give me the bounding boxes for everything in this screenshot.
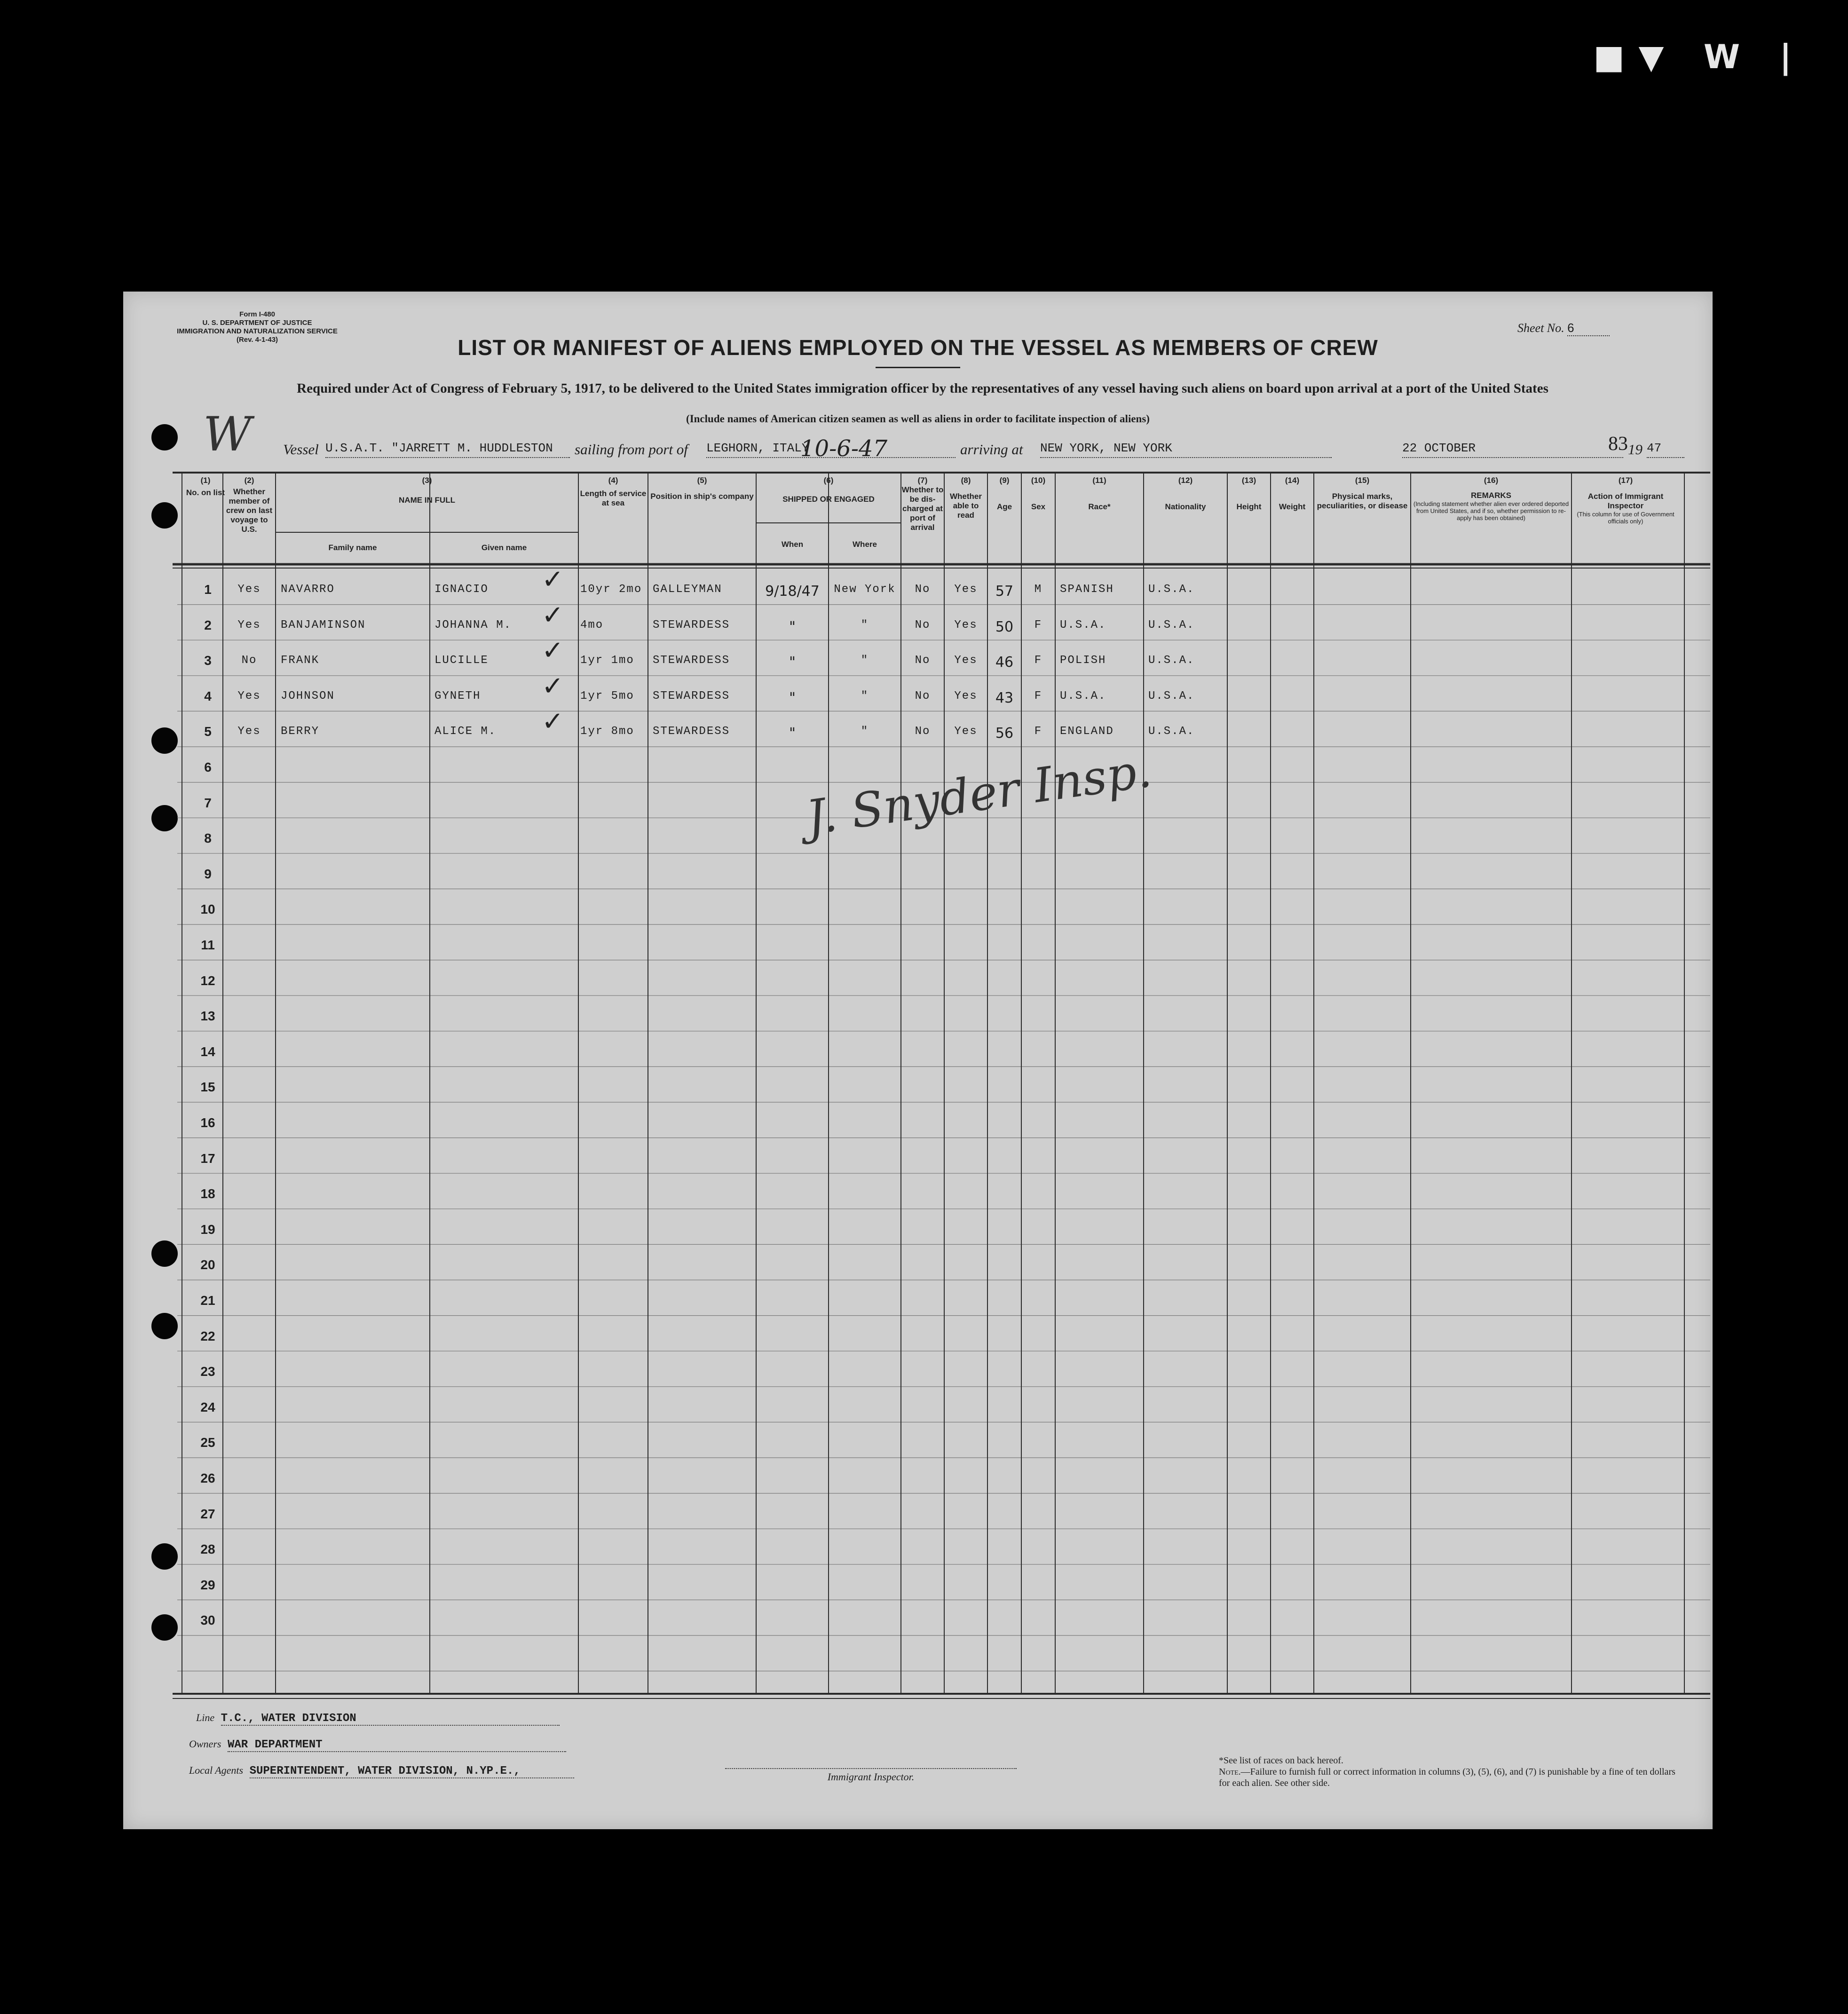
row-number: 18 (200, 1186, 215, 1201)
cell-sex: F (1034, 689, 1042, 703)
row-number: 23 (200, 1364, 215, 1379)
cell-race: ENGLAND (1060, 725, 1114, 738)
col-header-10: (10) Sex (1031, 476, 1046, 511)
col-header-3: (3) NAME IN FULL (399, 476, 455, 505)
cell-race: SPANISH (1060, 583, 1114, 596)
cell-family: FRANK (281, 654, 320, 667)
cell-when: 9/18/47 (765, 583, 820, 600)
cell-where: " (861, 725, 869, 738)
row-number: 26 (200, 1471, 215, 1485)
footer-owners (189, 1738, 566, 1752)
cell-discharged: No (915, 618, 931, 632)
col-header-2: (2) Whether member of crew on last voyage to U.S. (226, 476, 273, 534)
col-header-11: (11) Race* (1088, 476, 1111, 511)
cell-nationality: U.S.A. (1148, 583, 1195, 596)
cell-position: STEWARDESS (653, 618, 730, 632)
owners-label: Owners (189, 1738, 221, 1750)
checkmark-icon: ✓ (542, 564, 564, 595)
cell-sex: F (1034, 654, 1042, 667)
checkmark-icon: ✓ (542, 706, 564, 737)
row-number: 6 (204, 760, 212, 774)
sheet-number-label: Sheet No. (1517, 321, 1564, 335)
col-header-1: (1) No. on list (186, 476, 225, 497)
cell-given: JOHANNA M. (434, 618, 512, 632)
note-text: —Failure to furnish full or correct information in columns (3), (5), (6), and (7) is punishable by a fine of ten dollars for each alien. See other side. (1219, 1767, 1675, 1788)
vessel-label: Vessel (283, 441, 319, 458)
cell-service: 10yr 2mo (580, 583, 642, 596)
cell-read: Yes (954, 725, 978, 738)
cell-where: " (861, 654, 869, 667)
arrival-year: 47 (1647, 441, 1684, 458)
col-header-14: (14) Weight (1279, 476, 1306, 511)
col-header-where: Where (853, 540, 877, 549)
cell-discharged: No (915, 654, 931, 667)
punch-hole (151, 1614, 178, 1641)
cell-when: " (789, 689, 796, 706)
checkmark-icon: ✓ (542, 671, 564, 702)
row-number: 21 (200, 1293, 215, 1308)
sheet-number (1517, 321, 1610, 336)
checkmark-icon: ✓ (542, 635, 564, 666)
departure-port: LEGHORN, ITALY (706, 441, 956, 458)
cell-discharged: No (915, 583, 931, 596)
cell-age: 43 (995, 689, 1014, 706)
footer-notes (1219, 1755, 1680, 1789)
manifest-sheet (123, 292, 1713, 1829)
cell-age: 46 (995, 654, 1014, 671)
row-number: 7 (204, 795, 212, 810)
row-number: 16 (200, 1115, 215, 1130)
punch-hole (151, 727, 178, 754)
row-number: 25 (200, 1435, 215, 1450)
row-number: 3 (204, 653, 212, 668)
arrival-port: NEW YORK, NEW YORK (1040, 441, 1332, 458)
handwritten-initials: W (203, 407, 252, 462)
cell-prior: Yes (237, 725, 261, 738)
year-prefix: 19 (1628, 441, 1643, 458)
punch-hole (151, 805, 178, 831)
cell-prior: Yes (237, 618, 261, 632)
form-department: U. S. DEPARTMENT OF JUSTICE (202, 319, 312, 327)
vessel-name: U.S.A.T. "JARRETT M. HUDDLESTON (325, 441, 570, 458)
cell-where: New York (834, 583, 896, 596)
col-header-9: (9) Age (996, 476, 1012, 511)
cell-age: 50 (995, 618, 1014, 635)
inspector-signature: J. Snyder Insp. (803, 742, 1155, 845)
cell-when: " (789, 618, 796, 635)
cell-age: 56 (995, 725, 1014, 742)
col-header-6: (6) SHIPPED OR ENGAGED (782, 476, 875, 504)
page-number: 83 (1608, 433, 1628, 455)
cell-read: Yes (954, 654, 978, 667)
cell-family: JOHNSON (281, 689, 335, 703)
row-number: 15 (200, 1080, 215, 1095)
cell-where: " (861, 689, 869, 703)
row-number: 29 (200, 1577, 215, 1592)
cell-service: 1yr 1mo (580, 654, 634, 667)
punch-hole (151, 1543, 178, 1570)
cell-nationality: U.S.A. (1148, 618, 1195, 632)
row-number: 8 (204, 831, 212, 846)
form-number: Form I-480 (239, 310, 275, 318)
cell-age: 57 (995, 583, 1014, 600)
cell-family: BERRY (281, 725, 320, 738)
punch-hole (151, 502, 178, 529)
col-header-7: (7) Whether to be dis-charged at port of arrival (901, 476, 944, 532)
cell-when: " (789, 725, 796, 742)
agents-label: Local Agents (189, 1764, 244, 1776)
cell-prior: Yes (237, 689, 261, 703)
row-number: 9 (204, 866, 212, 881)
cell-nationality: U.S.A. (1148, 654, 1195, 667)
col-header-4: (4) Length of service at sea (580, 476, 647, 507)
form-revision: (Rev. 4-1-43) (236, 336, 278, 344)
cell-service: 1yr 5mo (580, 689, 634, 703)
row-number: 27 (200, 1506, 215, 1521)
row-number: 14 (200, 1044, 215, 1059)
cell-sex: F (1034, 618, 1042, 632)
cell-prior: Yes (237, 583, 261, 596)
cell-read: Yes (954, 618, 978, 632)
cell-discharged: No (915, 689, 931, 703)
cell-position: STEWARDESS (653, 689, 730, 703)
cell-nationality: U.S.A. (1148, 725, 1195, 738)
note-label: Note. (1219, 1767, 1241, 1777)
row-number: 28 (200, 1542, 215, 1557)
include-note: (Include names of American citizen seamen as well as aliens in order to facilitate inspection of aliens) (686, 413, 1150, 425)
cell-nationality: U.S.A. (1148, 689, 1195, 703)
cell-discharged: No (915, 725, 931, 738)
col-header-16: (16) REMARKS (Including statement whether alien ever ordered deported from United States, and if so, whether permission to re-apply has been obtained) (1413, 476, 1569, 521)
arrival-date: 22 OCTOBER (1402, 441, 1623, 458)
col-header-15: (15) Physical marks, peculiarities, or disease (1317, 476, 1408, 510)
checkmark-icon: ✓ (542, 600, 564, 631)
races-note: *See list of races on back hereof. (1219, 1755, 1343, 1766)
row-number: 20 (200, 1257, 215, 1272)
cell-position: STEWARDESS (653, 654, 730, 667)
punch-hole (151, 1313, 178, 1339)
arriving-label: arriving at (960, 441, 1023, 458)
corner-marks: ■▼ W | (1593, 38, 1806, 76)
inspector-label: Immigrant Inspector. (827, 1771, 915, 1783)
cell-given: IGNACIO (434, 583, 489, 596)
col-header-13: (13) Height (1236, 476, 1262, 511)
punch-hole (151, 424, 178, 450)
cell-read: Yes (954, 583, 978, 596)
col-header-when: When (781, 540, 804, 549)
cell-service: 1yr 8mo (580, 725, 634, 738)
col-header-8: (8) Whether able to read (950, 476, 982, 520)
cell-where: " (861, 618, 869, 632)
agents-value: SUPERINTENDENT, WATER DIVISION, N.YP.E., (250, 1765, 574, 1778)
cell-read: Yes (954, 689, 978, 703)
col-header-5: (5) Position in ship's company (650, 476, 754, 501)
row-number: 12 (200, 973, 215, 988)
row-number: 17 (200, 1151, 215, 1166)
form-service: IMMIGRATION AND NATURALIZATION SERVICE (177, 327, 338, 335)
owners-value: WAR DEPARTMENT (228, 1738, 566, 1752)
sheet-number-value: 6 (1567, 321, 1610, 336)
page-title: LIST OR MANIFEST OF ALIENS EMPLOYED ON THE VESSEL AS MEMBERS OF CREW (458, 335, 1378, 360)
sail-date: 10-6-47 (800, 435, 888, 462)
row-number: 19 (200, 1222, 215, 1237)
row-number: 1 (204, 582, 212, 597)
cell-given: ALICE M. (434, 725, 497, 738)
footer-agents (189, 1764, 574, 1778)
row-number: 22 (200, 1328, 215, 1343)
cell-when: " (789, 654, 796, 671)
row-number: 11 (201, 938, 215, 952)
row-number: 2 (204, 617, 212, 632)
row-number: 24 (200, 1399, 215, 1414)
row-number: 4 (204, 688, 212, 703)
cell-family: BANJAMINSON (281, 618, 366, 632)
cell-given: GYNETH (434, 689, 481, 703)
cell-sex: M (1034, 583, 1042, 596)
inspector-line (725, 1768, 1017, 1783)
line-label: Line (196, 1712, 215, 1723)
cell-service: 4mo (580, 618, 604, 632)
col-header-family-name: Family name (328, 543, 377, 552)
cell-race: POLISH (1060, 654, 1106, 667)
row-number: 13 (200, 1009, 215, 1024)
cell-family: NAVARRO (281, 583, 335, 596)
cell-prior: No (241, 654, 257, 667)
cell-given: LUCILLE (434, 654, 489, 667)
col-header-12: (12) Nationality (1165, 476, 1206, 511)
cell-position: GALLEYMAN (653, 583, 722, 596)
cell-race: U.S.A. (1060, 618, 1106, 632)
sailing-label: sailing from port of (575, 441, 688, 458)
row-number: 30 (200, 1613, 215, 1628)
title-rule (876, 367, 960, 368)
required-statement: Required under Act of Congress of February 5, 1917, to be delivered to the United States immigration officer by the representatives of any vessel having such aliens on board upon arrival at a port of the United States (297, 381, 1548, 396)
col-header-17: (17) Action of Immigrant Inspector (This column for use of Government officials only) (1577, 476, 1674, 525)
footer-line (196, 1712, 560, 1726)
cell-position: STEWARDESS (653, 725, 730, 738)
cell-sex: F (1034, 725, 1042, 738)
row-number: 5 (204, 724, 212, 739)
col-header-given-name: Given name (481, 543, 527, 552)
cell-race: U.S.A. (1060, 689, 1106, 703)
line-value: T.C., WATER DIVISION (221, 1712, 560, 1726)
row-number: 10 (200, 902, 215, 917)
punch-hole (151, 1240, 178, 1267)
